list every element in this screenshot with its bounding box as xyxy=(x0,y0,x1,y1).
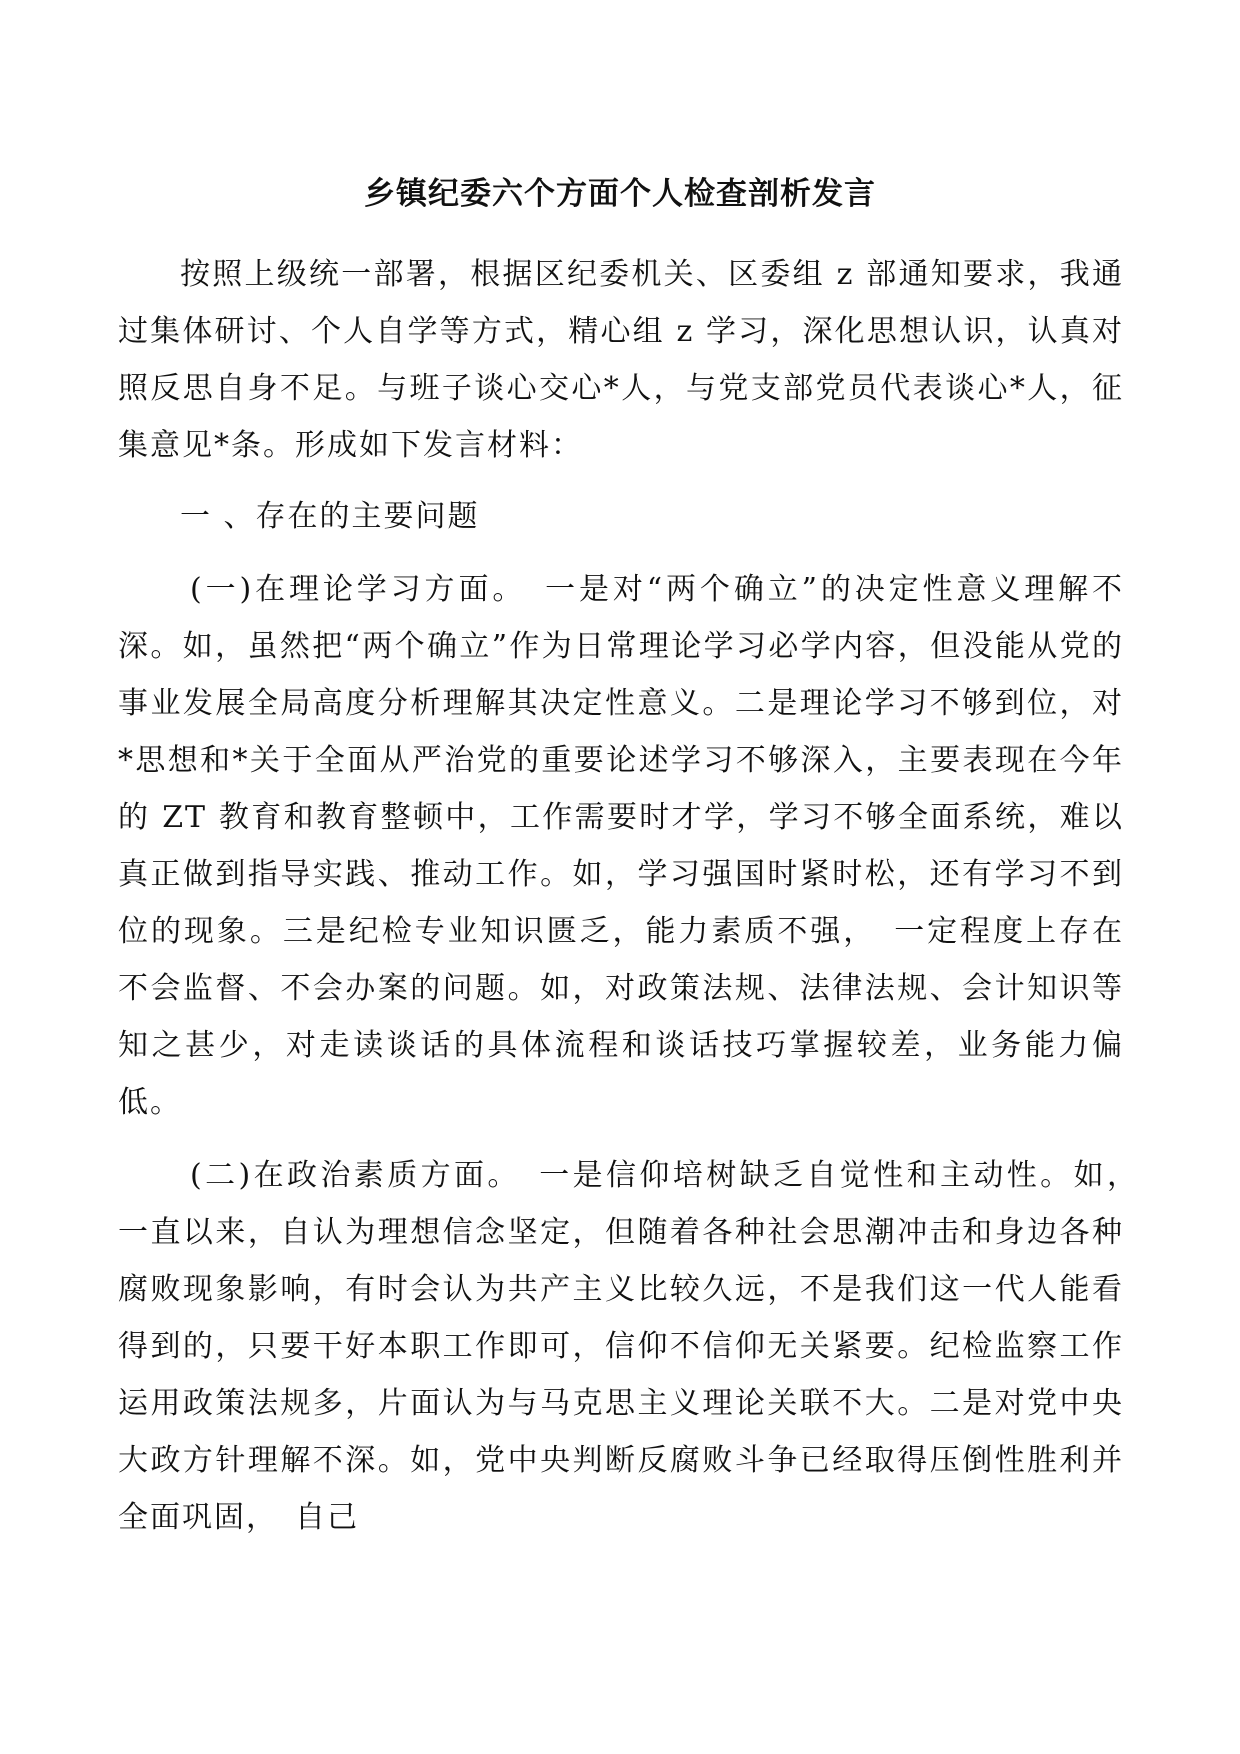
document-body xyxy=(118,246,1156,1546)
theory-study-paragraph: (一)在理论学习方面。 一是对“两个确立”的决定性意义理解不深。如，虽然把“两个确立”作为日常理论学习必学内容，但没能从党的事业发展全局高度分析理解其决定性意义。二是理论学习不够到位，对*思想和*关于全面从严治党的重要论述学习不够深入，主要表现在今年的 ZT 教育和教育整顿中，工作需要时才学，学习不够全面系统，难以真正做到指导实践、推动工作。如，学习强国时紧时松，还有学习不到位的现象。三是纪检专业知识匮乏，能力素质不强， 一定程度上存在不会监督、不会办案的问题。如，对政策法规、法律法规、会计知识等知之甚少，对走读谈话的具体流程和谈话技巧掌握较差，业务能力偏低。 xyxy=(118,572,1124,1120)
section-heading: 一 、存在的主要问题 xyxy=(180,499,480,534)
political-quality-paragraph: (二)在政治素质方面。 一是信仰培树缺乏自觉性和主动性。如， 一直以来，自认为理想信念坚定，但随着各种社会思潮冲击和身边各种腐败现象影响，有时会认为共产主义比较久远，不是我们这一代人能看得到的，只要干好本职工作即可，信仰不信仰无关紧要。纪检监察工作运用政策法规多，片面认为与马克思主义理论关联不大。二是对党中央大政方针理解不深。如，党中央判断反腐败斗争已经取得压倒性胜利并全面巩固， 自己 xyxy=(118,1158,1156,1535)
document-title: 乡镇纪委六个方面个人检查剖析发言 xyxy=(364,176,876,212)
intro-paragraph: 按照上级统一部署，根据区纪委机关、区委组 z 部通知要求，我通过集体研讨、个人自学等方式，精心组 z 学习，深化思想认识，认真对照反思自身不足。与班子谈心交心*人，与党支部党员代表谈心*人，征集意见*条。形成如下发言材料： xyxy=(118,257,1124,463)
